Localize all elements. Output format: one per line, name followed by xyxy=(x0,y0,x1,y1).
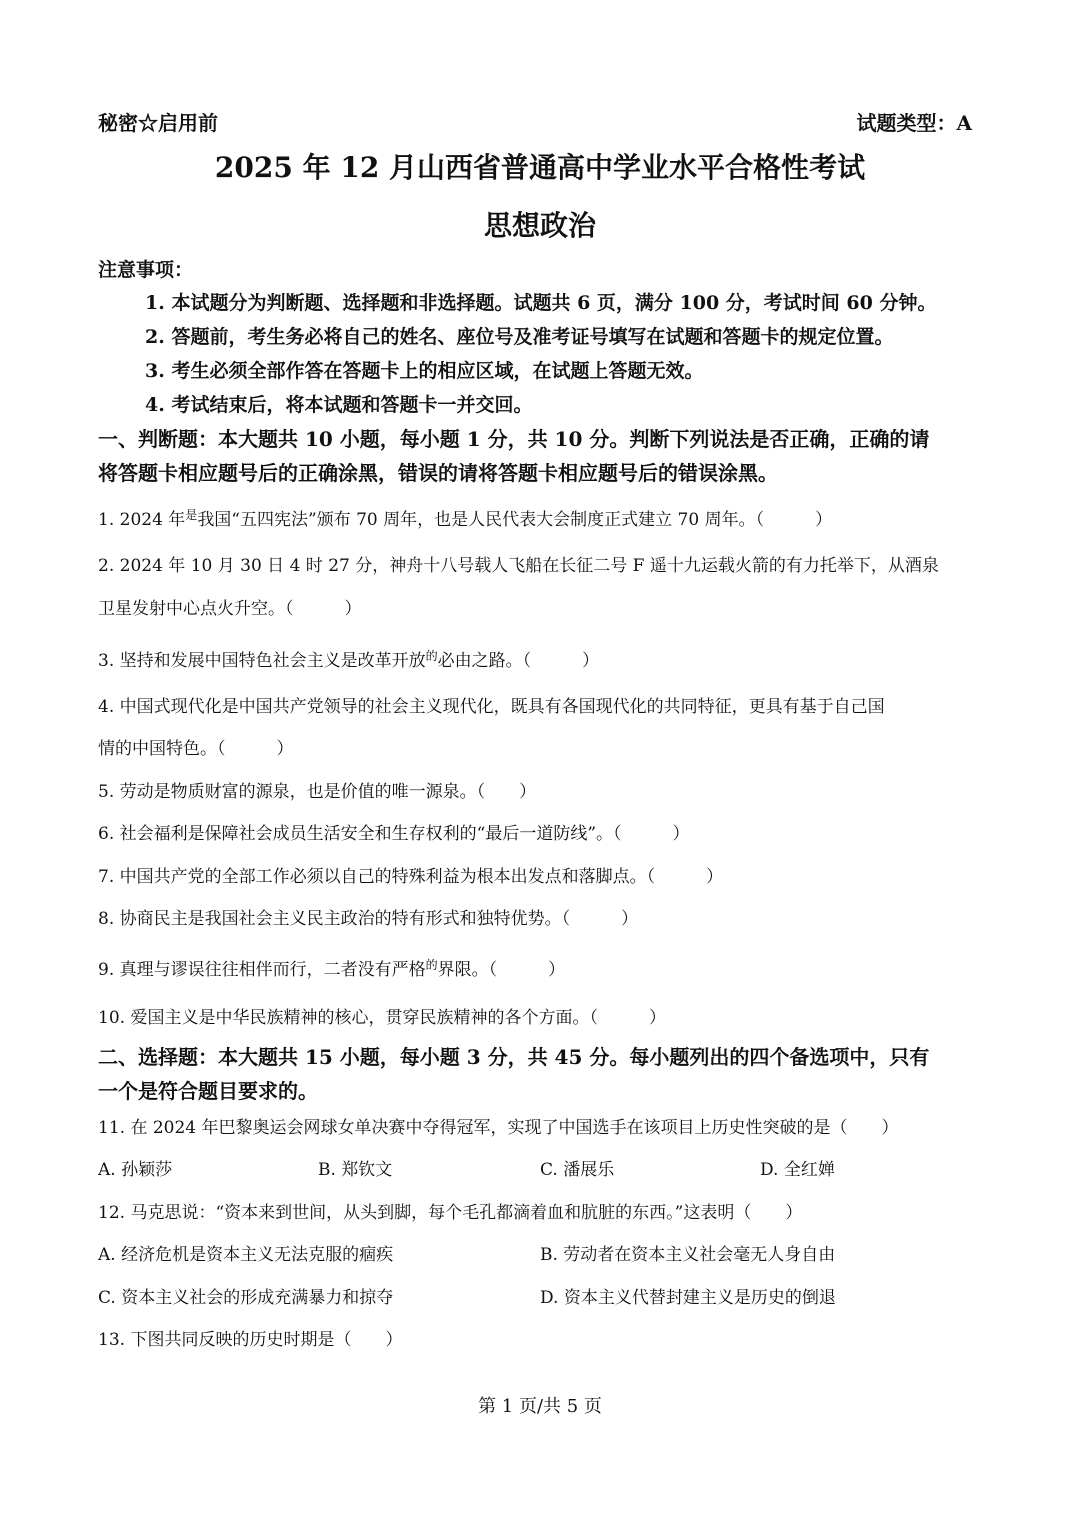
option-d: D. 全红婵 xyxy=(760,1160,835,1180)
note-item: 2. 答题前，考生务必将自己的姓名、座位号及准考证号填写在试题和答题卡的规定位置。 xyxy=(145,326,894,348)
question-3-text: 必由之路。（ ） xyxy=(437,651,600,671)
option-a: A. 孙颖莎 xyxy=(98,1160,173,1180)
note-item: 1. 本试题分为判断题、选择题和非选择题。试题共 6 页，满分 100 分，考试时间 60 分钟。 xyxy=(145,292,937,314)
section1-heading-cont: 将答题卡相应题号后的正确涂黑，错误的请将答题卡相应题号后的错误涂黑。 xyxy=(98,461,778,485)
question-4-cont: 情的中国特色。（ ） xyxy=(98,739,294,759)
subject-title: 思想政治 xyxy=(483,209,596,242)
question-4: 4. 中国式现代化是中国共产党领导的社会主义现代化，既具有各国现代化的共同特征，更具有基于自己国 xyxy=(98,697,885,717)
question-3-sup: 的 xyxy=(425,649,438,663)
option-c: C. 潘展乐 xyxy=(540,1160,615,1180)
question-1-sup: 是 xyxy=(185,508,198,522)
question-11: 11. 在 2024 年巴黎奥运会网球女单决赛中夺得冠军，实现了中国选手在该项目上历史性突破的是（ ） xyxy=(98,1118,899,1138)
question-5: 5. 劳动是物质财富的源泉，也是价值的唯一源泉。（ ） xyxy=(98,782,537,802)
question-3 xyxy=(98,646,599,671)
notes-heading: 注意事项： xyxy=(98,259,194,281)
option-b: B. 劳动者在资本主义社会毫无人身自由 xyxy=(540,1245,836,1265)
page-number: 第 1 页/共 5 页 xyxy=(478,1396,602,1417)
question-7: 7. 中国共产党的全部工作必须以自己的特殊利益为根本出发点和落脚点。（ ） xyxy=(98,867,724,887)
option-d: D. 资本主义代替封建主义是历史的倒退 xyxy=(540,1288,836,1308)
question-1 xyxy=(98,505,832,530)
option-b: B. 郑钦文 xyxy=(318,1160,393,1180)
note-item: 3. 考生必须全部作答在答题卡上的相应区域，在试题上答题无效。 xyxy=(145,360,704,382)
question-2: 2. 2024 年 10 月 30 日 4 时 27 分，神舟十八号载人飞船在长征二号 F 遥十九运载火箭的有力托举下，从酒泉 xyxy=(98,556,939,576)
question-3-prefix: 3. 坚持和发展中国特色社会主义是改革开放 xyxy=(98,651,426,671)
question-2-cont: 卫星发射中心点火升空。（ ） xyxy=(98,599,362,619)
question-9-sup: 的 xyxy=(425,958,438,972)
question-12: 12. 马克思说：“资本来到世间，从头到脚，每个毛孔都滴着血和肮脏的东西。”这表明（ ） xyxy=(98,1203,803,1223)
question-8: 8. 协商民主是我国社会主义民主政治的特有形式和独特优势。（ ） xyxy=(98,909,639,929)
option-a: A. 经济危机是资本主义无法克服的痼疾 xyxy=(98,1245,394,1265)
section2-heading: 二、选择题：本大题共 15 小题，每小题 3 分，共 45 分。每小题列出的四个备选项中，只有 xyxy=(98,1045,930,1069)
note-item: 4. 考试结束后，将本试题和答题卡一并交回。 xyxy=(145,394,533,416)
question-6: 6. 社会福利是保障社会成员生活安全和生存权利的“最后一道防线”。（ ） xyxy=(98,824,690,844)
confidential-label: 秘密☆启用前 xyxy=(98,111,218,135)
question-10: 10. 爱国主义是中华民族精神的核心，贯穿民族精神的各个方面。（ ） xyxy=(98,1008,666,1028)
section1-heading: 一、判断题：本大题共 10 小题，每小题 1 分，共 10 分。判断下列说法是否正确，正确的请 xyxy=(98,427,930,451)
question-9-text: 界限。（ ） xyxy=(437,960,566,980)
question-9-prefix: 9. 真理与谬误往往相伴而行，二者没有严格 xyxy=(98,960,426,980)
question-13: 13. 下图共同反映的历史时期是（ ） xyxy=(98,1330,403,1350)
question-1-prefix: 1. 2024 年 xyxy=(98,510,186,530)
exam-title: 2025 年 12 月山西省普通高中学业水平合格性考试 xyxy=(214,151,866,184)
question-1-text: 我国“五四宪法”颁布 70 周年，也是人民代表大会制度正式建立 70 周年。（ ） xyxy=(197,510,833,530)
section2-heading-cont: 一个是符合题目要求的。 xyxy=(98,1079,318,1103)
exam-type-label: 试题类型：A xyxy=(856,111,972,135)
question-9 xyxy=(98,955,565,980)
option-c: C. 资本主义社会的形成充满暴力和掠夺 xyxy=(98,1288,394,1308)
